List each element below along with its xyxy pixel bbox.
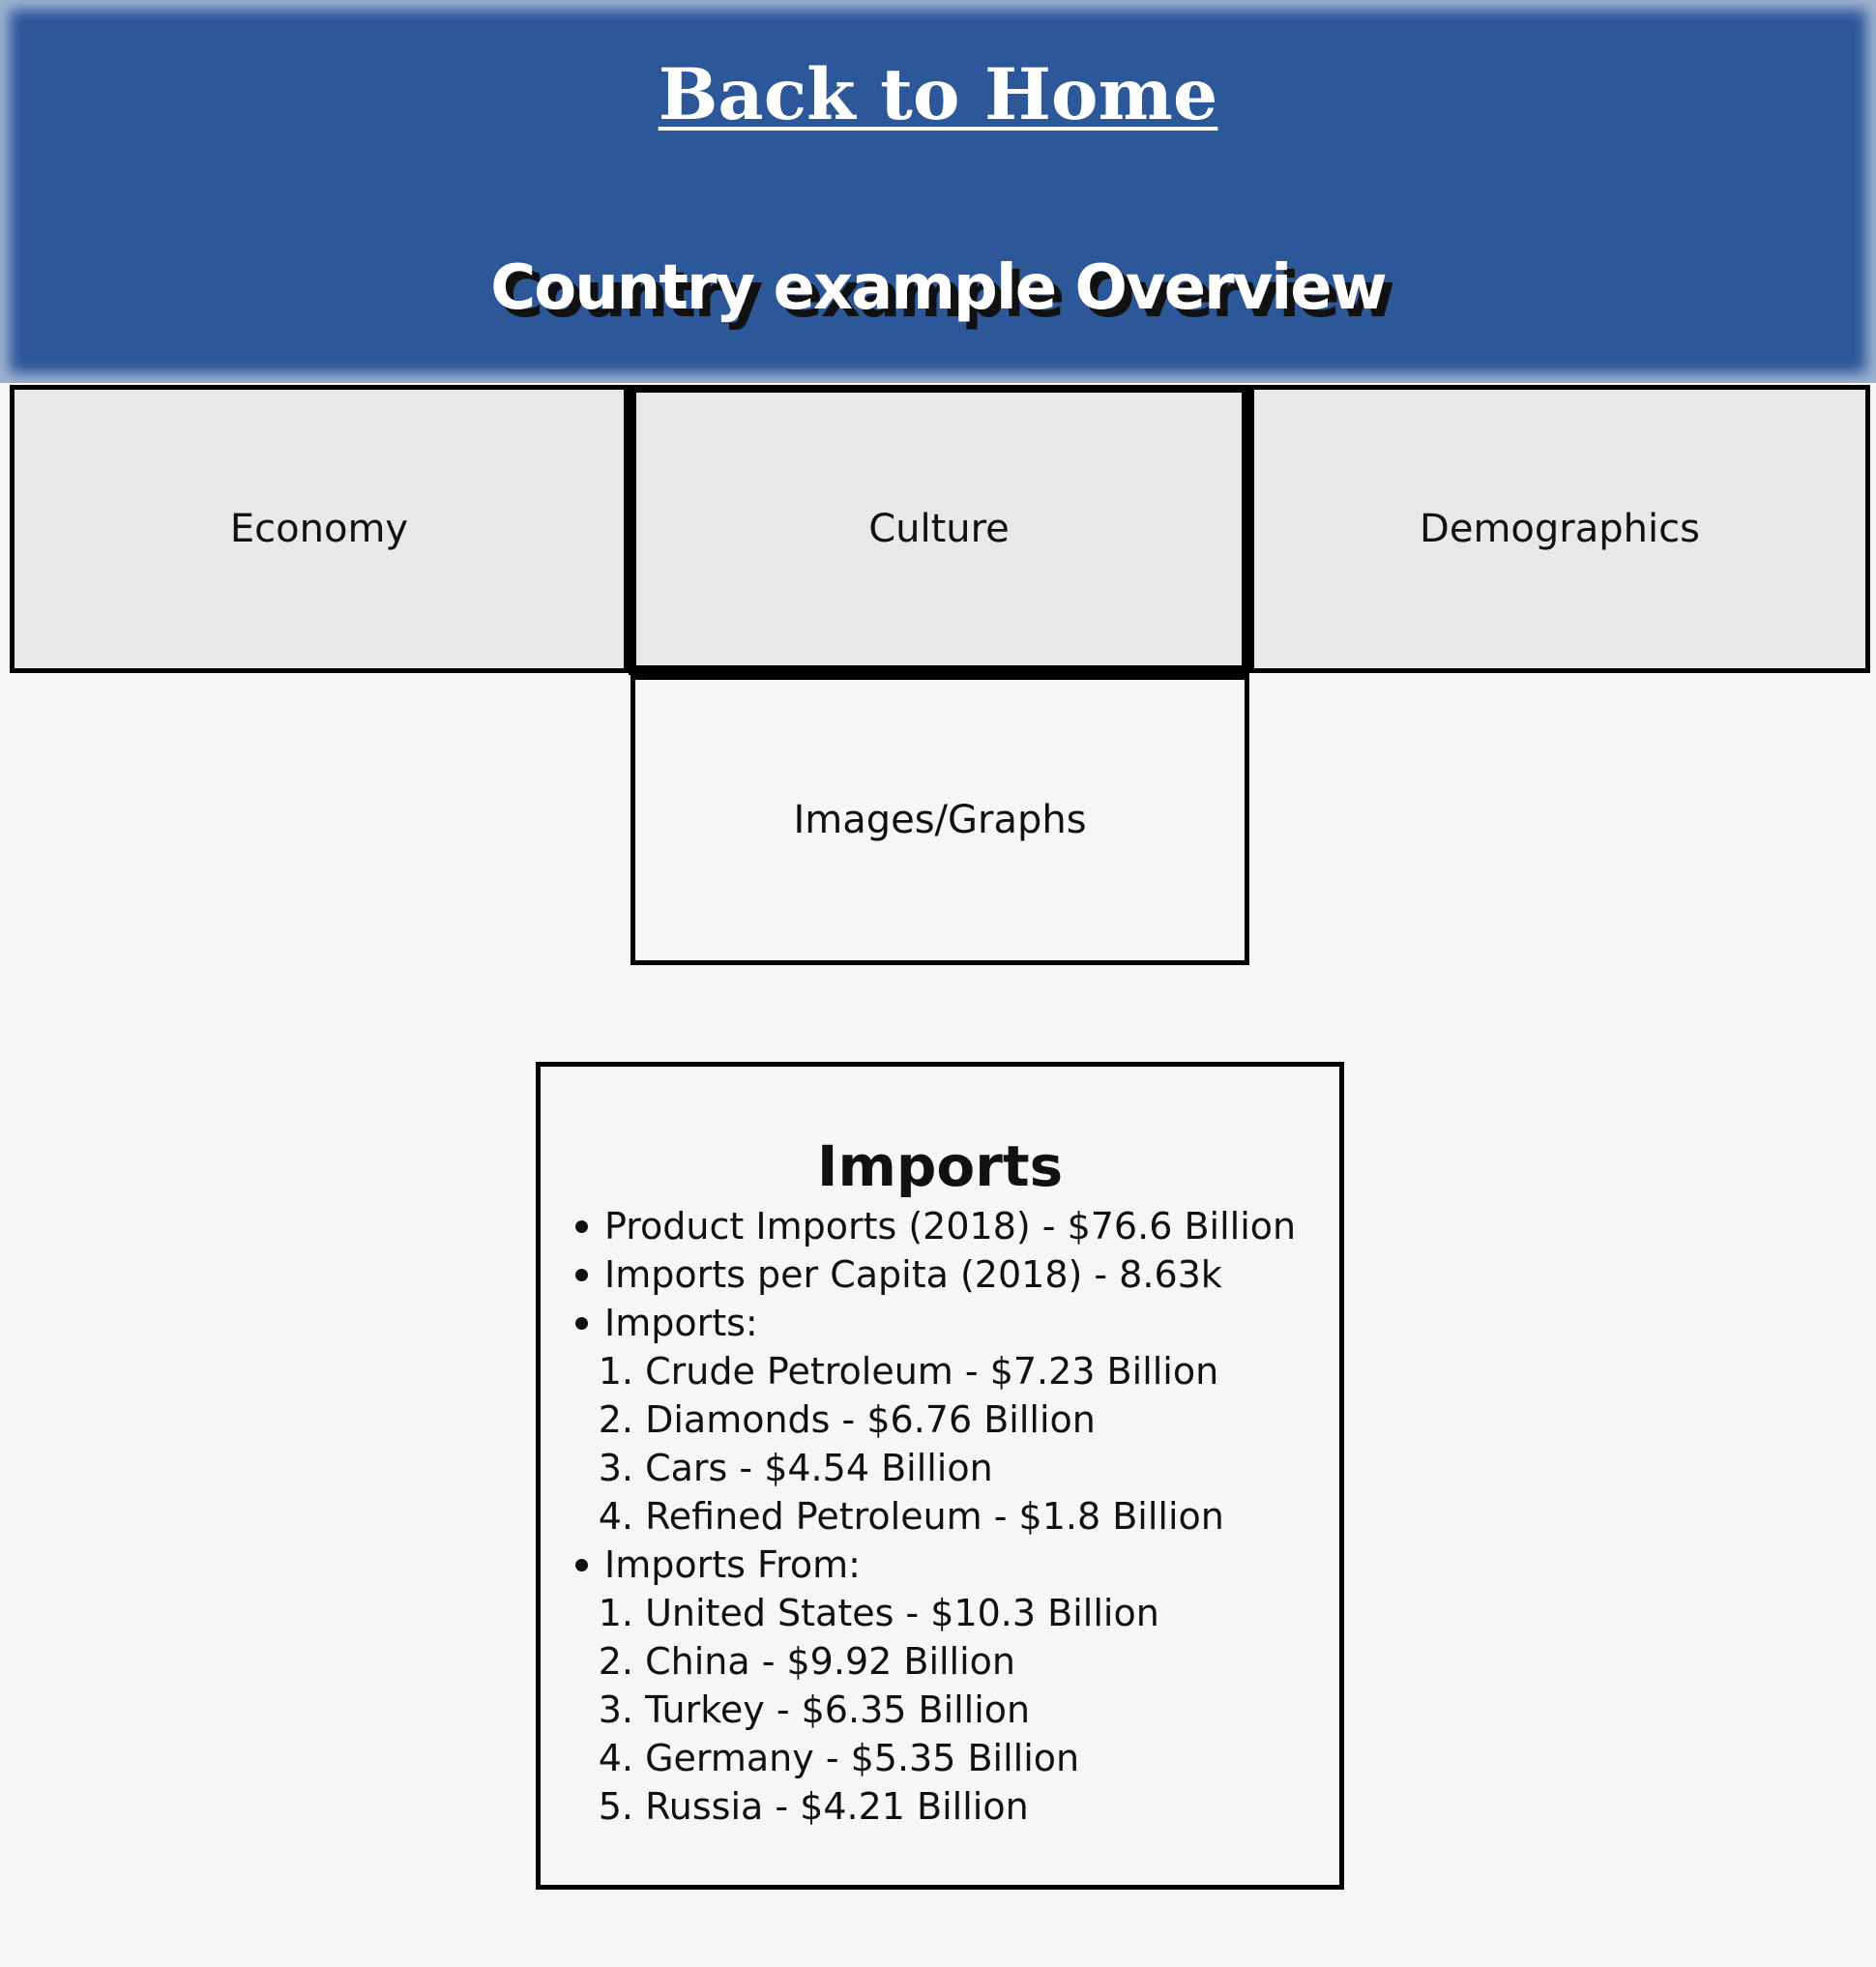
item-text: Diamonds - $6.76 Billion (645, 1398, 1096, 1441)
item-number: 1. (598, 1592, 633, 1634)
imports-title: Imports (816, 1133, 1064, 1199)
back-to-home-link[interactable]: Back to Home (658, 53, 1218, 136)
item-text: Refined Petroleum - $1.8 Billion (645, 1495, 1224, 1538)
list-item (604, 1250, 1296, 1299)
tab-economy[interactable]: Economy (10, 385, 629, 673)
item-number: 2. (598, 1398, 633, 1441)
imports-from-label: Imports From: (604, 1543, 861, 1586)
list-item (598, 1299, 1296, 1541)
page-title: Country example Overview (490, 252, 1386, 324)
list-item (598, 1395, 1296, 1444)
item-number: 1. (598, 1350, 633, 1393)
imports-list (598, 1202, 1297, 1831)
item-text: Turkey - $6.35 Billion (645, 1688, 1031, 1731)
tab-images-graphs[interactable]: Images/Graphs (630, 675, 1249, 965)
item-number: 3. (598, 1447, 633, 1489)
item-text: Cars - $4.54 Billion (645, 1447, 993, 1489)
list-item (598, 1347, 1296, 1395)
imports-per-capita-text: Imports per Capita (2018) - 8.63k (604, 1253, 1222, 1296)
imports-sublist (598, 1347, 1296, 1541)
item-number: 4. (598, 1495, 633, 1538)
imports-card (536, 1062, 1344, 1890)
item-text: Crude Petroleum - $7.23 Billion (645, 1350, 1219, 1393)
list-item (598, 1637, 1296, 1686)
list-item (598, 1541, 1296, 1831)
list-item (604, 1202, 1296, 1250)
item-number: 2. (598, 1640, 633, 1683)
list-item (598, 1492, 1296, 1541)
imports-from-sublist (598, 1589, 1296, 1831)
list-item (598, 1589, 1296, 1637)
page-header (0, 0, 1876, 383)
list-item (598, 1734, 1296, 1782)
item-text: China - $9.92 Billion (645, 1640, 1016, 1683)
tab-demographics[interactable]: Demographics (1249, 385, 1870, 673)
item-number: 3. (598, 1688, 633, 1731)
item-number: 4. (598, 1737, 633, 1779)
item-text: Russia - $4.21 Billion (645, 1785, 1029, 1828)
product-imports-text: Product Imports (2018) - $76.6 Billion (604, 1205, 1297, 1248)
imports-label: Imports: (604, 1302, 758, 1344)
list-item (598, 1686, 1296, 1734)
tab-culture[interactable]: Culture (629, 385, 1249, 675)
item-number: 5. (598, 1785, 633, 1828)
list-item (598, 1444, 1296, 1492)
list-item (598, 1782, 1296, 1831)
item-text: United States - $10.3 Billion (645, 1592, 1159, 1634)
item-text: Germany - $5.35 Billion (645, 1737, 1080, 1779)
